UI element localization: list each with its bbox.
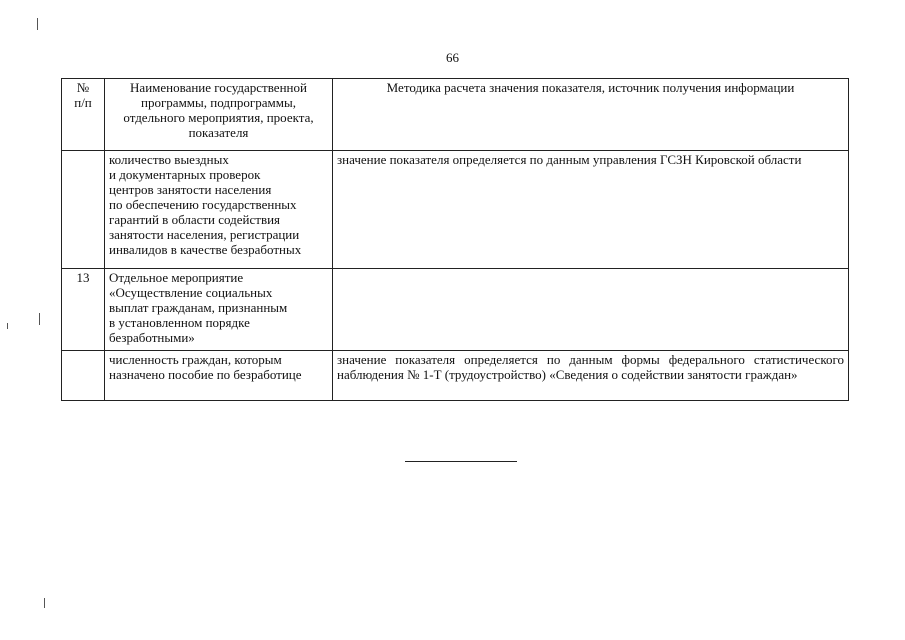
- table-header-row: [62, 79, 849, 151]
- row-method: [333, 269, 849, 351]
- page-number: 66: [446, 50, 459, 65]
- footer-divider: [405, 461, 517, 462]
- row-method: значение показателя определяется по данным управления ГСЗН Кировской области: [333, 151, 849, 269]
- row-number: [62, 151, 105, 269]
- header-name: Наименование государственной программы, подпрограммы, отдельного мероприятия, проекта, показателя: [105, 79, 333, 151]
- header-number: № п/п: [62, 79, 105, 151]
- indicators-table: [61, 78, 849, 401]
- row-number: [62, 351, 105, 401]
- scan-artifact-mark: [39, 313, 40, 325]
- row-number: 13: [62, 269, 105, 351]
- scan-artifact-mark: [37, 18, 38, 30]
- scan-artifact-mark: [44, 598, 45, 608]
- table-row: [62, 269, 849, 351]
- header-method: Методика расчета значения показателя, источник получения информации: [333, 79, 849, 151]
- row-name: численность граждан, которым назначено пособие по безработице: [105, 351, 333, 401]
- row-name: Отдельное мероприятие «Осуществление социальных выплат гражданам, признанным в установленном порядке безработными»: [105, 269, 333, 351]
- table-row: [62, 151, 849, 269]
- scan-artifact-mark: [7, 323, 8, 329]
- row-name: количество выездных и документарных проверок центров занятости населения по обеспечению государственных гарантий в области содействия занятости населения, регистрации инвалидов в качестве безработных: [105, 151, 333, 269]
- table-row: [62, 351, 849, 401]
- row-method: значение показателя определяется по данным формы федерального статистического наблюдения № 1-Т (трудоустройство) «Сведения о содействии занятости граждан»: [333, 351, 849, 401]
